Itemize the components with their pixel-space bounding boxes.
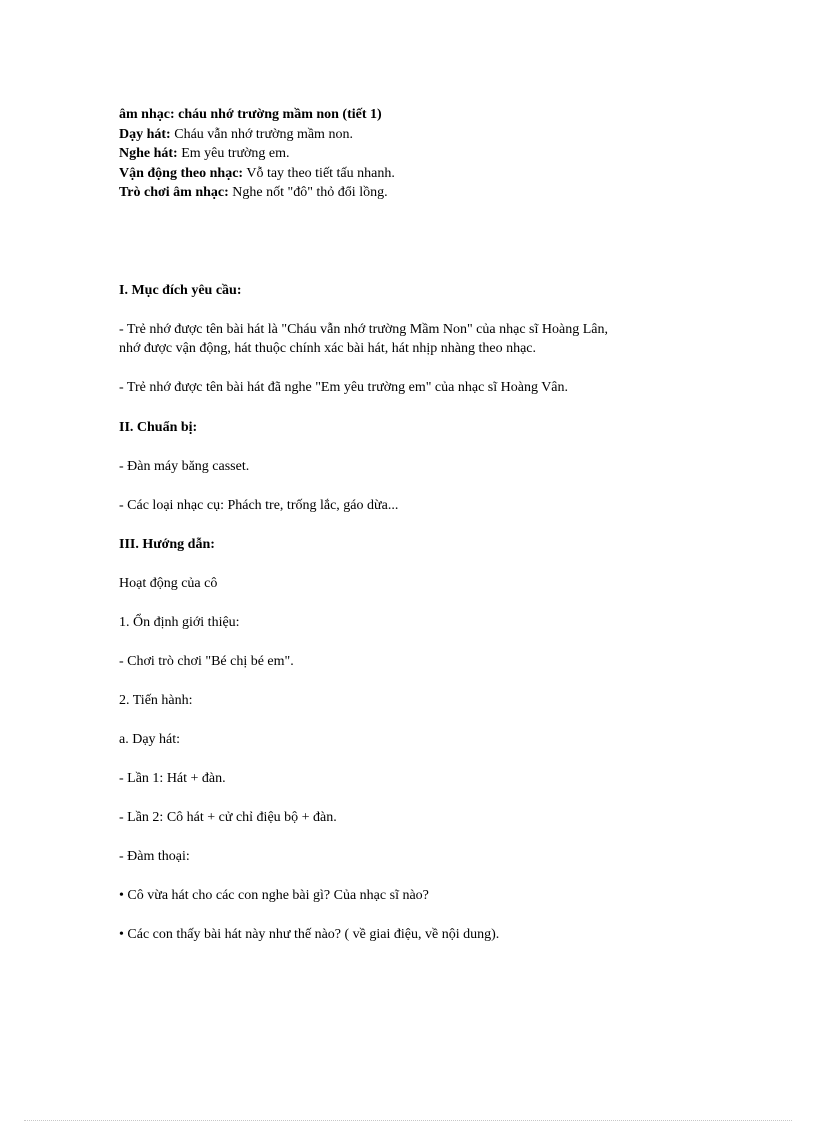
lesson-title: âm nhạc: cháu nhớ trường mầm non (tiết 1): [119, 107, 382, 122]
header-item-label: Trò chơi âm nhạc:: [119, 185, 229, 200]
paragraph-muc-dich-1-line-2: nhớ được vận động, hát thuộc chính xác bài hát, hát nhịp nhàng theo nhạc.: [119, 341, 537, 356]
header-item-text: Vỗ tay theo tiết tấu nhanh.: [243, 165, 395, 181]
paragraph-muc-dich-2: - Trẻ nhớ được tên bài hát đã nghe "Em yêu trường em" của nhạc sĩ Hoàng Vân.: [119, 380, 569, 395]
header-item-van-dong: [119, 164, 395, 184]
header-item-tro-choi: [119, 183, 395, 203]
header-item-text: Cháu vẫn nhớ trường mầm non.: [170, 126, 353, 142]
paragraph-step-1: 1. Ổn định giới thiệu:: [119, 615, 240, 630]
lesson-header: [119, 105, 395, 203]
paragraph-lan-1: - Lần 1: Hát + đàn.: [119, 771, 226, 786]
footer-divider: [24, 1120, 792, 1121]
section-heading-chuan-bi: II. Chuẩn bị:: [119, 420, 198, 435]
header-item-label: Vận động theo nhạc:: [119, 165, 244, 181]
bullet-question-1: • Cô vừa hát cho các con nghe bài gì? Của nhạc sĩ nào?: [119, 888, 429, 903]
paragraph-step-1-detail: - Chơi trò chơi "Bé chị bé em".: [119, 654, 294, 669]
header-item-nghe-hat: [119, 144, 395, 164]
header-item-day-hat: [119, 125, 395, 145]
paragraph-hoat-dong: Hoạt động của cô: [119, 576, 218, 591]
paragraph-lan-2: - Lần 2: Cô hát + cử chỉ điệu bộ + đàn.: [119, 810, 337, 825]
paragraph-dam-thoai: - Đàm thoại:: [119, 849, 190, 864]
section-heading-muc-dich: I. Mục đích yêu cầu:: [119, 283, 242, 298]
paragraph-step-2a: a. Dạy hát:: [119, 732, 181, 747]
header-item-label: Nghe hát:: [119, 146, 178, 161]
paragraph-step-2: 2. Tiến hành:: [119, 693, 193, 708]
header-item-label: Dạy hát:: [119, 126, 171, 142]
bullet-question-2: • Các con thấy bài hát này như thế nào? ( về giai điệu, về nội dung).: [119, 927, 500, 942]
section-heading-huong-dan: III. Hướng dẫn:: [119, 537, 215, 552]
paragraph-chuan-bi-1: - Đàn máy băng casset.: [119, 459, 250, 474]
header-item-text: Nghe nốt "đô" thỏ đổi lồng.: [228, 185, 388, 200]
header-item-text: Em yêu trường em.: [177, 146, 290, 161]
paragraph-muc-dich-1-line-1: - Trẻ nhớ được tên bài hát là "Cháu vẫn nhớ trường Mầm Non" của nhạc sĩ Hoàng Lân,: [119, 322, 608, 337]
paragraph-chuan-bi-2: - Các loại nhạc cụ: Phách tre, trống lắc, gáo dừa...: [119, 498, 399, 513]
